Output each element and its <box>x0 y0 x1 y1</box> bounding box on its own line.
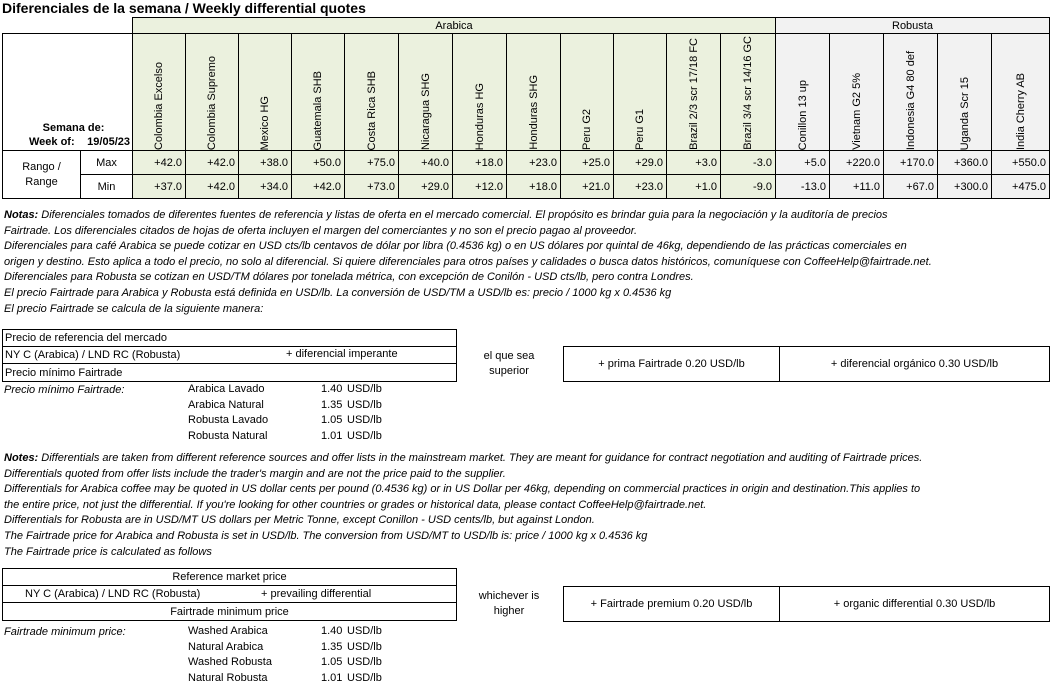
column-header-text: Conillon 13 up <box>796 79 809 150</box>
min-price-value: 1.35 <box>321 640 343 653</box>
ref-market-box-es: Precio de referencia del mercado <box>2 329 457 347</box>
min-value: +73.0 <box>345 175 399 199</box>
min-price-unit: USD/lb <box>347 429 382 442</box>
min-price-value: 1.40 <box>321 625 343 637</box>
min-value: +34.0 <box>239 175 292 199</box>
column-header-text: Guatemala SHB <box>312 70 324 150</box>
column-header-text: Uganda Scr 15 <box>958 76 971 150</box>
min-value: +1.0 <box>667 175 721 199</box>
min-price-name: Natural Robusta <box>188 671 268 684</box>
min-price-label-es: Precio mínimo Fairtrade: <box>4 384 125 396</box>
min-value: +42.0 <box>186 175 239 199</box>
column-header-text: Costa Rica SHB <box>365 70 378 150</box>
min-value: +475.0 <box>992 175 1050 199</box>
max-value: +38.0 <box>239 151 292 175</box>
column-header <box>667 34 721 151</box>
column-header-text: Colombia Excelso <box>153 61 165 150</box>
week-label-en: Week of: <box>29 136 75 148</box>
min-price-name: Washed Robusta <box>188 656 272 668</box>
notes-es-text: Diferenciales tomados de diferentes fuentes de referencia y listas de oferta en el mercado comercial. El propósito es brindar guia para la negociación y la auditoría de precios <box>38 209 888 221</box>
max-value: +220.0 <box>830 151 884 175</box>
min-price-unit: USD/lb <box>347 656 382 668</box>
notes-en-line: Differentials for Arabica coffee may be quoted in US dollar cents per pound (0.4536 kg) or in US Dollar per 46kg, depending on commercial practices in origin and destination.This applies to <box>4 483 921 496</box>
fairtrade-min-box-es: Precio mínimo Fairtrade <box>2 363 457 382</box>
max-label: Max <box>81 151 133 175</box>
column-header <box>776 34 830 151</box>
min-price-name: Washed Arabica <box>188 625 268 637</box>
premium-box-es: + prima Fairtrade 0.20 USD/lb <box>563 346 780 382</box>
column-header <box>507 34 561 151</box>
organic-box-es: + diferencial orgánico 0.30 USD/lb <box>779 346 1050 382</box>
group-header-arabica: Arabica <box>133 18 776 34</box>
notes-es-line: Fairtrade. Los diferenciales citados de hojas de oferta incluyen el margen del comerciantes y no son el precio pagao al proveedor. <box>4 224 638 237</box>
column-header <box>884 34 938 151</box>
page-title: Diferenciales de la semana / Weekly differential quotes <box>2 0 366 16</box>
max-value: +29.0 <box>614 151 667 175</box>
ref-market-box-en: Reference market price <box>2 568 457 586</box>
column-header-text: India Cherry AB <box>1014 72 1027 150</box>
min-label: Min <box>81 175 133 199</box>
min-value: +37.0 <box>133 175 186 199</box>
group-header-robusta: Robusta <box>776 18 1050 34</box>
column-header <box>721 34 776 151</box>
min-price-unit: USD/lb <box>347 414 382 426</box>
notes-es-line: El precio Fairtrade se calcula de la siguiente manera: <box>4 302 264 315</box>
column-header <box>292 34 345 151</box>
min-price-label-en: Fairtrade minimum price: <box>4 626 126 638</box>
min-value: +67.0 <box>884 175 938 199</box>
min-price-name: Robusta Lavado <box>188 414 269 426</box>
min-price-name: Natural Arabica <box>188 640 264 653</box>
column-header <box>453 34 507 151</box>
nyc-text-es: NY C (Arabica) / LND RC (Robusta) <box>5 349 181 361</box>
organic-box-en: + organic differential 0.30 USD/lb <box>779 586 1050 622</box>
min-price-unit: USD/lb <box>347 640 382 653</box>
notes-en-label: Notes: <box>4 452 39 464</box>
min-price-unit: USD/lb <box>347 625 382 637</box>
differentials-table <box>2 17 1050 199</box>
notes-es-line: El precio Fairtrade para Arabica y Robusta está definida en USD/lb. La conversión de USD/TM a USD/lb es: precio / 1000 kg x 0.4536 kg <box>4 286 672 299</box>
min-value: -9.0 <box>721 175 776 199</box>
notes-es-label: Notas: <box>4 209 39 221</box>
column-header <box>938 34 992 151</box>
max-value: +550.0 <box>992 151 1050 175</box>
max-value: +5.0 <box>776 151 830 175</box>
column-header <box>186 34 239 151</box>
nyc-box-en <box>2 585 457 603</box>
whichever-higher-en: whichever is higher <box>478 590 540 617</box>
nyc-box-es <box>2 346 457 364</box>
column-header-text: Peru G1 <box>634 109 646 150</box>
min-price-unit: USD/lb <box>347 398 382 411</box>
range-label <box>3 151 81 199</box>
min-price-name: Arabica Lavado <box>188 383 265 395</box>
plus-diff-es: + diferencial imperante <box>286 348 398 360</box>
min-price-unit: USD/lb <box>347 671 382 684</box>
column-header-text: Honduras SHG <box>527 75 540 150</box>
max-value: +40.0 <box>399 151 453 175</box>
column-header-text: Honduras HG <box>473 82 486 150</box>
column-header-text: Indonesia G4 80 def <box>904 50 917 150</box>
min-price-unit: USD/lb <box>347 383 382 395</box>
notes-es-line: Diferenciales para café Arabica se puede cotizar en USD cts/lb centavos de dólar por libra (0.4536 kg) o en US dólares por quintal de 46kg, dependiendo de las prácticas comerciales en <box>4 240 907 253</box>
max-value: +42.0 <box>133 151 186 175</box>
column-header <box>561 34 614 151</box>
min-price-value: 1.05 <box>321 656 343 668</box>
min-price-value: 1.05 <box>321 414 343 426</box>
min-value: +42.0 <box>292 175 345 199</box>
column-header-text: Brazil 3/4 scr 14/16 GC <box>742 36 754 150</box>
notes-en-line <box>4 451 922 467</box>
min-price-value: 1.35 <box>321 398 343 411</box>
fairtrade-min-box-en: Fairtrade minimum price <box>2 602 457 621</box>
max-value: +360.0 <box>938 151 992 175</box>
week-header-cell <box>3 34 133 151</box>
notes-en-line: The Fairtrade price is calculated as follows <box>4 545 212 558</box>
max-value: +50.0 <box>292 151 345 175</box>
premium-box-en: + Fairtrade premium 0.20 USD/lb <box>563 586 780 622</box>
column-header-text: Mexico HG <box>259 95 271 150</box>
whichever-higher-es: el que sea superior <box>483 350 535 377</box>
notes-en-text: Differentials are taken from different reference sources and offer lists in the mainstream market. They are meant for guidance for contract negotiation and auditing of Fairtrade prices. <box>38 452 923 464</box>
min-value: +23.0 <box>614 175 667 199</box>
column-header <box>239 34 292 151</box>
min-price-name: Robusta Natural <box>188 429 268 442</box>
column-header-text: Colombia Supremo <box>206 55 218 150</box>
column-header-text: Peru G2 <box>581 109 593 150</box>
column-header <box>399 34 453 151</box>
notes-es-line: Diferenciales para Robusta se cotizan en USD/TM dólares por tonelada métrica, con excepción de Conilón - USD cts/lb, pero contra Londres. <box>4 271 694 284</box>
min-value: +29.0 <box>399 175 453 199</box>
max-value: +75.0 <box>345 151 399 175</box>
column-header <box>345 34 399 151</box>
notes-en-line: the entire price, not just the differential. If you're looking for other countries or grades or historical data, please contact CoffeeHelp@fairtrade.net. <box>4 498 707 511</box>
min-price-value: 1.01 <box>321 429 343 442</box>
min-value: +12.0 <box>453 175 507 199</box>
notes-en-line: Differentials for Robusta are in USD/MT US dollars per Metric Tonne, except Conillon - USD cents/lb, but against London. <box>4 514 595 527</box>
notes-en <box>4 451 922 560</box>
max-value: +170.0 <box>884 151 938 175</box>
plus-diff-en: + prevailing differential <box>261 588 372 600</box>
notes-es <box>4 208 932 317</box>
min-value: +11.0 <box>830 175 884 199</box>
min-value: +300.0 <box>938 175 992 199</box>
nyc-text-en: NY C (Arabica) / LND RC (Robusta) <box>25 588 201 600</box>
notes-en-line: The Fairtrade price for Arabica and Robusta is set in USD/lb. The conversion from USD/MT to USD/lb is: price / 1000 kg x 0.4536 kg <box>4 529 648 542</box>
min-price-name: Arabica Natural <box>188 398 264 411</box>
notes-en-line: Differentials quoted from offer lists include the trader's margin and are not the price paid to the supplier. <box>4 467 506 480</box>
column-header <box>830 34 884 151</box>
column-header-text: Nicaragua SHG <box>419 72 432 150</box>
column-header <box>133 34 186 151</box>
column-header <box>614 34 667 151</box>
column-header-text: Brazil 2/3 scr 17/18 FC <box>687 38 700 150</box>
range-label-text: Rango / Range <box>22 160 61 188</box>
notes-es-line: origen y destino. Esto aplica a todo el precio, no solo al diferencial. Si quiere diferenciales para otros países y calidades o busca datos históricos, comuníquese con CoffeeHelp@fairtrade.net. <box>4 255 932 268</box>
min-value: +18.0 <box>507 175 561 199</box>
min-value: -13.0 <box>776 175 830 199</box>
max-value: +3.0 <box>667 151 721 175</box>
max-value: -3.0 <box>721 151 776 175</box>
min-value: +21.0 <box>561 175 614 199</box>
max-value: +18.0 <box>453 151 507 175</box>
min-price-value: 1.40 <box>321 383 343 395</box>
notes-es-line <box>4 208 932 224</box>
week-label-es: Semana de: <box>42 122 105 134</box>
column-header-text: Vietnam G2 5% <box>850 73 863 150</box>
max-value: +23.0 <box>507 151 561 175</box>
max-value: +25.0 <box>561 151 614 175</box>
week-date: 19/05/23 <box>87 136 130 148</box>
column-header <box>992 34 1050 151</box>
max-value: +42.0 <box>186 151 239 175</box>
min-price-value: 1.01 <box>321 671 343 684</box>
